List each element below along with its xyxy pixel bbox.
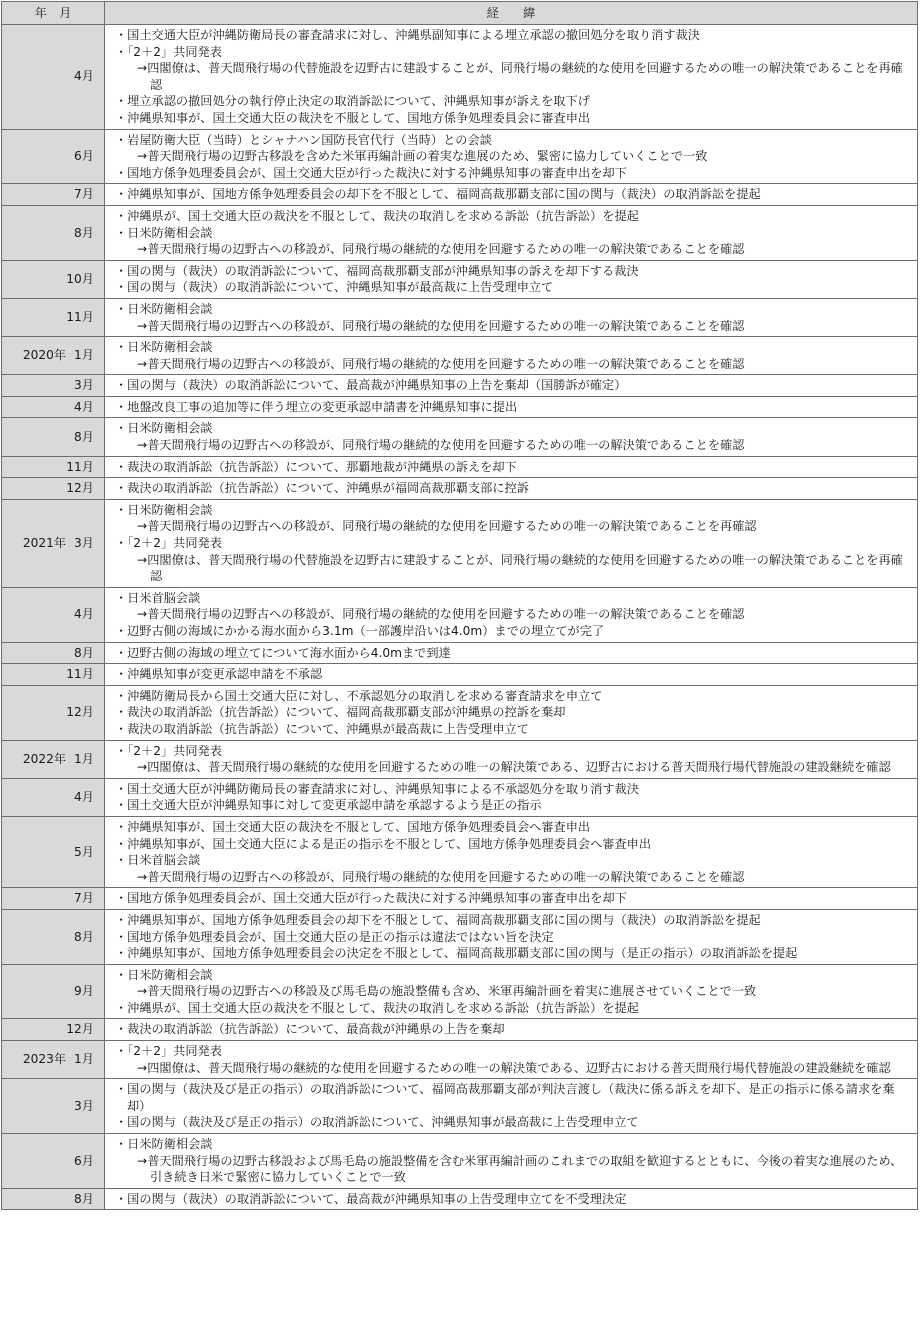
details-cell xyxy=(105,816,918,887)
month-label: 8月 xyxy=(74,1191,94,1206)
details-cell xyxy=(105,740,918,778)
event-item-text: ・日米防衛相会談 xyxy=(115,340,213,355)
table-row xyxy=(2,1019,918,1041)
details-cell xyxy=(105,184,918,206)
details-cell xyxy=(105,1134,918,1189)
event-item-text: ・国地方係争処理委員会が、国土交通大臣の是正の指示は違法ではない旨を決定 xyxy=(115,929,554,944)
table-row xyxy=(2,1134,918,1189)
details-column-header: 経 緯 xyxy=(105,2,918,25)
details-cell xyxy=(105,909,918,964)
event-item-text: ・地盤改良工事の追加等に伴う埋立の変更承認申請書を沖縄県知事に提出 xyxy=(115,399,518,414)
event-item-text: ・沖縄県が、国土交通大臣の裁決を不服として、裁決の取消しを求める訴訟（抗告訴訟）を提起 xyxy=(115,208,639,223)
date-cell xyxy=(2,418,105,456)
chronology-table xyxy=(1,1,918,1210)
date-cell xyxy=(2,25,105,130)
month-label: 8月 xyxy=(74,225,94,240)
sub-item-text: →四閣僚は、普天間飛行場の継続的な使用を回避するための唯一の解決策である、辺野古における普天間飛行場代替施設の建設継続を確認 xyxy=(137,760,891,775)
event-item-text: ・国の関与（裁決）の取消訴訟について、福岡高裁那覇支部が沖縄県知事の訴えを却下する裁決 xyxy=(115,263,639,278)
details-cell xyxy=(105,25,918,130)
date-cell xyxy=(2,909,105,964)
month-label: 3月 xyxy=(74,378,94,393)
details-cell xyxy=(105,129,918,184)
table-row xyxy=(2,778,918,816)
event-item-text: ・裁決の取消訴訟（抗告訴訟）について、福岡高裁那覇支部が沖縄県の控訴を棄却 xyxy=(115,705,566,720)
event-item-text: ・沖縄県知事が、国地方係争処理委員会の却下を不服として、福岡高裁那覇支部に国の関与（裁決）の取消訴訟を提起 xyxy=(115,912,761,927)
month-label: 12月 xyxy=(66,1022,94,1037)
sub-item-text: →普天間飛行場の辺野古への移設が、同飛行場の継続的な使用を回避するための唯一の解決策であることを再確認 xyxy=(137,519,757,534)
event-item-text: ・裁決の取消訴訟（抗告訴訟）について、那覇地裁が沖縄県の訴えを却下 xyxy=(115,459,517,474)
details-cell xyxy=(105,478,918,500)
year-label: 2020年 xyxy=(22,348,67,363)
event-item-text: ・日米首脳会談 xyxy=(115,590,201,605)
date-cell xyxy=(2,1041,105,1079)
table-row xyxy=(2,478,918,500)
details-cell xyxy=(105,337,918,375)
month-label: 7月 xyxy=(74,187,94,202)
details-cell xyxy=(105,964,918,1019)
event-item-text: ・沖縄県知事が、国土交通大臣による是正の指示を不服として、国地方係争処理委員会へ審査申出 xyxy=(115,836,652,851)
table-row xyxy=(2,260,918,298)
date-cell xyxy=(2,1134,105,1189)
details-cell xyxy=(105,499,918,587)
sub-item-text: →普天間飛行場の辺野古への移設が、同飛行場の継続的な使用を回避するための唯一の解決策であることを確認 xyxy=(137,318,745,333)
table-row xyxy=(2,1188,918,1210)
event-item-text: ・沖縄県が、国土交通大臣の裁決を不服として、裁決の取消しを求める訴訟（抗告訴訟）を提起 xyxy=(115,1000,639,1015)
event-item-text: ・国の関与（裁決）の取消訴訟について、最高裁が沖縄県知事の上告受理申立てを不受理決定 xyxy=(115,1191,627,1206)
event-item-text: ・「2＋2」共同発表 xyxy=(115,1044,222,1059)
sub-item-text: →四閣僚は、普天間飛行場の継続的な使用を回避するための唯一の解決策である、辺野古における普天間飛行場代替施設の建設継続を確認 xyxy=(137,1060,891,1075)
table-header-row xyxy=(2,2,918,25)
event-item-text: ・沖縄県知事が、国地方係争処理委員会の決定を不服として、福岡高裁那覇支部に国の関与（是正の指示）の取消訴訟を提起 xyxy=(115,946,798,961)
table-body xyxy=(2,25,918,1210)
sub-item-text: →普天間飛行場の辺野古への移設が、同飛行場の継続的な使用を回避するための唯一の解決策であることを確認 xyxy=(137,356,745,371)
date-cell xyxy=(2,642,105,664)
event-item-text: ・沖縄県知事が、国地方係争処理委員会の却下を不服として、福岡高裁那覇支部に国の関与（裁決）の取消訴訟を提起 xyxy=(115,187,761,202)
month-label: 12月 xyxy=(66,705,94,720)
date-cell xyxy=(2,1079,105,1134)
month-label: 4月 xyxy=(74,790,94,805)
date-cell xyxy=(2,184,105,206)
table-row xyxy=(2,418,918,456)
table-row xyxy=(2,25,918,130)
table-row xyxy=(2,888,918,910)
table-row xyxy=(2,664,918,686)
details-cell xyxy=(105,685,918,740)
month-label: 9月 xyxy=(74,984,94,999)
details-cell xyxy=(105,1079,918,1134)
table-row xyxy=(2,129,918,184)
table-row xyxy=(2,964,918,1019)
event-item-text: ・沖縄県知事が変更承認申請を不承認 xyxy=(115,667,323,682)
month-label: 4月 xyxy=(74,607,94,622)
date-cell xyxy=(2,205,105,260)
month-label: 5月 xyxy=(74,844,94,859)
event-item-text: ・日米防衛相会談 xyxy=(115,225,213,240)
event-item-text: ・日米防衛相会談 xyxy=(115,502,213,517)
month-label: 6月 xyxy=(74,149,94,164)
month-label: 12月 xyxy=(66,481,94,496)
month-label: 1月 xyxy=(74,348,94,363)
month-label: 3月 xyxy=(74,536,94,551)
event-item-text: ・日米防衛相会談 xyxy=(115,967,213,982)
details-cell xyxy=(105,1188,918,1210)
date-cell xyxy=(2,964,105,1019)
date-cell xyxy=(2,1188,105,1210)
table-row xyxy=(2,1079,918,1134)
sub-item-text: →普天間飛行場の辺野古移設を含めた米軍再編計画の着実な進展のため、緊密に協力していくことで一致 xyxy=(137,149,708,164)
event-item-text: ・裁決の取消訴訟（抗告訴訟）について、沖縄県が最高裁に上告受理申立て xyxy=(115,721,529,736)
details-cell xyxy=(105,205,918,260)
event-item-text: ・裁決の取消訴訟（抗告訴訟）について、沖縄県が福岡高裁那覇支部に控訴 xyxy=(115,481,529,496)
details-cell xyxy=(105,1041,918,1079)
details-cell xyxy=(105,396,918,418)
table-row xyxy=(2,205,918,260)
month-label: 7月 xyxy=(74,891,94,906)
month-label: 10月 xyxy=(66,272,94,287)
event-item-text: ・「2＋2」共同発表 xyxy=(115,44,222,59)
month-label: 11月 xyxy=(66,667,94,682)
date-cell xyxy=(2,396,105,418)
details-cell xyxy=(105,888,918,910)
sub-item-text: →普天間飛行場の辺野古移設および馬毛島の施設整備を含む米軍再編計画のこれまでの取組を歓迎するとともに、今後の着実な進展のため、引き続き日米で緊密に協力していくことで一致 xyxy=(137,1153,903,1185)
month-label: 1月 xyxy=(74,1052,94,1067)
year-label: 2021年 xyxy=(22,536,67,551)
table-row xyxy=(2,816,918,887)
table-row xyxy=(2,587,918,642)
table-row xyxy=(2,909,918,964)
month-label: 11月 xyxy=(66,310,94,325)
date-cell xyxy=(2,456,105,478)
details-cell xyxy=(105,260,918,298)
event-item-text: ・沖縄防衛局長から国土交通大臣に対し、不承認処分の取消しを求める審査請求を申立て xyxy=(115,688,603,703)
details-cell xyxy=(105,778,918,816)
table-row xyxy=(2,740,918,778)
details-cell xyxy=(105,418,918,456)
date-cell xyxy=(2,587,105,642)
sub-item-text: →普天間飛行場の辺野古への移設及び馬毛島の施設整備も含め、米軍再編計画を着実に進展させていくことで一致 xyxy=(137,984,757,999)
month-label: 1月 xyxy=(74,751,94,766)
table-row xyxy=(2,298,918,336)
details-cell xyxy=(105,642,918,664)
date-cell xyxy=(2,298,105,336)
month-label: 3月 xyxy=(74,1098,94,1113)
table-row xyxy=(2,685,918,740)
date-cell xyxy=(2,499,105,587)
date-cell xyxy=(2,260,105,298)
table-row xyxy=(2,642,918,664)
date-column-header: 年 月 xyxy=(2,2,105,25)
event-item-text: ・国の関与（裁決及び是正の指示）の取消訴訟について、福岡高裁那覇支部が判決言渡し（裁決に係る訴えを却下、是正の指示に係る請求を棄却） xyxy=(115,1082,895,1113)
table-row xyxy=(2,499,918,587)
table-row xyxy=(2,375,918,397)
month-label: 4月 xyxy=(74,69,94,84)
details-cell xyxy=(105,456,918,478)
date-cell xyxy=(2,888,105,910)
sub-item-text: →四閣僚は、普天間飛行場の代替施設を辺野古に建設することが、同飛行場の継続的な使用を回避するための唯一の解決策であることを再確認 xyxy=(137,552,903,584)
event-item-text: ・国地方係争処理委員会が、国土交通大臣が行った裁決に対する沖縄県知事の審査申出を却下 xyxy=(115,891,627,906)
event-item-text: ・国土交通大臣が沖縄防衛局長の審査請求に対し、沖縄県知事による不承認処分を取り消す裁決 xyxy=(115,781,640,796)
sub-item-text: →普天間飛行場の辺野古への移設が、同飛行場の継続的な使用を回避するための唯一の解決策であることを確認 xyxy=(137,869,745,884)
event-item-text: ・日米防衛相会談 xyxy=(115,301,213,316)
date-cell xyxy=(2,740,105,778)
event-item-text: ・日米防衛相会談 xyxy=(115,1137,213,1152)
details-cell xyxy=(105,375,918,397)
date-cell xyxy=(2,1019,105,1041)
date-cell xyxy=(2,664,105,686)
date-cell xyxy=(2,685,105,740)
details-cell xyxy=(105,298,918,336)
table-row xyxy=(2,1041,918,1079)
event-item-text: ・岩屋防衛大臣（当時）とシャナハン国防長官代行（当時）との会談 xyxy=(115,132,492,147)
event-item-text: ・辺野古側の海域の埋立てについて海水面から4.0mまで到達 xyxy=(115,645,451,660)
event-item-text: ・沖縄県知事が、国土交通大臣の裁決を不服として、国地方係争処理委員会へ審査申出 xyxy=(115,819,591,834)
sub-item-text: →普天間飛行場の辺野古への移設が、同飛行場の継続的な使用を回避するための唯一の解決策であることを確認 xyxy=(137,607,745,622)
date-cell xyxy=(2,375,105,397)
event-item-text: ・埋立承認の撤回処分の執行停止決定の取消訴訟について、沖縄県知事が訴えを取下げ xyxy=(115,94,590,109)
sub-item-text: →普天間飛行場の辺野古への移設が、同飛行場の継続的な使用を回避するための唯一の解決策であることを確認 xyxy=(137,242,745,257)
event-item-text: ・国の関与（裁決及び是正の指示）の取消訴訟について、沖縄県知事が最高裁に上告受理申立て xyxy=(115,1115,639,1130)
event-item-text: ・国地方係争処理委員会が、国土交通大臣が行った裁決に対する沖縄県知事の審査申出を却下 xyxy=(115,165,627,180)
table-row xyxy=(2,337,918,375)
month-label: 4月 xyxy=(74,399,94,414)
event-item-text: ・国の関与（裁決）の取消訴訟について、最高裁が沖縄県知事の上告を棄却（国勝訴が確定） xyxy=(115,378,627,393)
sub-item-text: →四閣僚は、普天間飛行場の代替施設を辺野古に建設することが、同飛行場の継続的な使用を回避するための唯一の解決策であることを再確認 xyxy=(137,61,903,92)
month-label: 8月 xyxy=(74,929,94,944)
event-item-text: ・国の関与（裁決）の取消訴訟について、沖縄県知事が最高裁に上告受理申立て xyxy=(115,280,554,295)
date-cell xyxy=(2,129,105,184)
month-label: 8月 xyxy=(74,645,94,660)
event-item-text: ・国土交通大臣が沖縄県知事に対して変更承認申請を承認するよう是正の指示 xyxy=(115,798,542,813)
event-item-text: ・国土交通大臣が沖縄防衛局長の審査請求に対し、沖縄県副知事による埋立承認の撤回処分を取り消す裁決 xyxy=(115,28,700,42)
details-cell xyxy=(105,664,918,686)
sub-item-text: →普天間飛行場の辺野古への移設が、同飛行場の継続的な使用を回避するための唯一の解決策であることを確認 xyxy=(137,438,745,453)
month-label: 11月 xyxy=(66,459,94,474)
year-label: 2023年 xyxy=(22,1052,67,1067)
details-cell xyxy=(105,587,918,642)
month-label: 8月 xyxy=(74,429,94,444)
event-item-text: ・「2＋2」共同発表 xyxy=(115,743,222,758)
month-label: 6月 xyxy=(74,1153,94,1168)
event-item-text: ・沖縄県知事が、国土交通大臣の裁決を不服として、国地方係争処理委員会に審査申出 xyxy=(115,110,591,125)
date-cell xyxy=(2,816,105,887)
event-item-text: ・辺野古側の海域にかかる海水面から3.1m（一部護岸沿いは4.0m）までの埋立てが完了 xyxy=(115,624,605,638)
table-row xyxy=(2,184,918,206)
details-cell xyxy=(105,1019,918,1041)
date-cell xyxy=(2,778,105,816)
year-label: 2022年 xyxy=(22,751,67,766)
date-cell xyxy=(2,478,105,500)
table-row xyxy=(2,396,918,418)
event-item-text: ・日米首脳会談 xyxy=(115,853,201,868)
event-item-text: ・日米防衛相会談 xyxy=(115,421,213,436)
event-item-text: ・「2＋2」共同発表 xyxy=(115,536,222,551)
date-cell xyxy=(2,337,105,375)
table-row xyxy=(2,456,918,478)
event-item-text: ・裁決の取消訴訟（抗告訴訟）について、最高裁が沖縄県の上告を棄却 xyxy=(115,1022,505,1037)
